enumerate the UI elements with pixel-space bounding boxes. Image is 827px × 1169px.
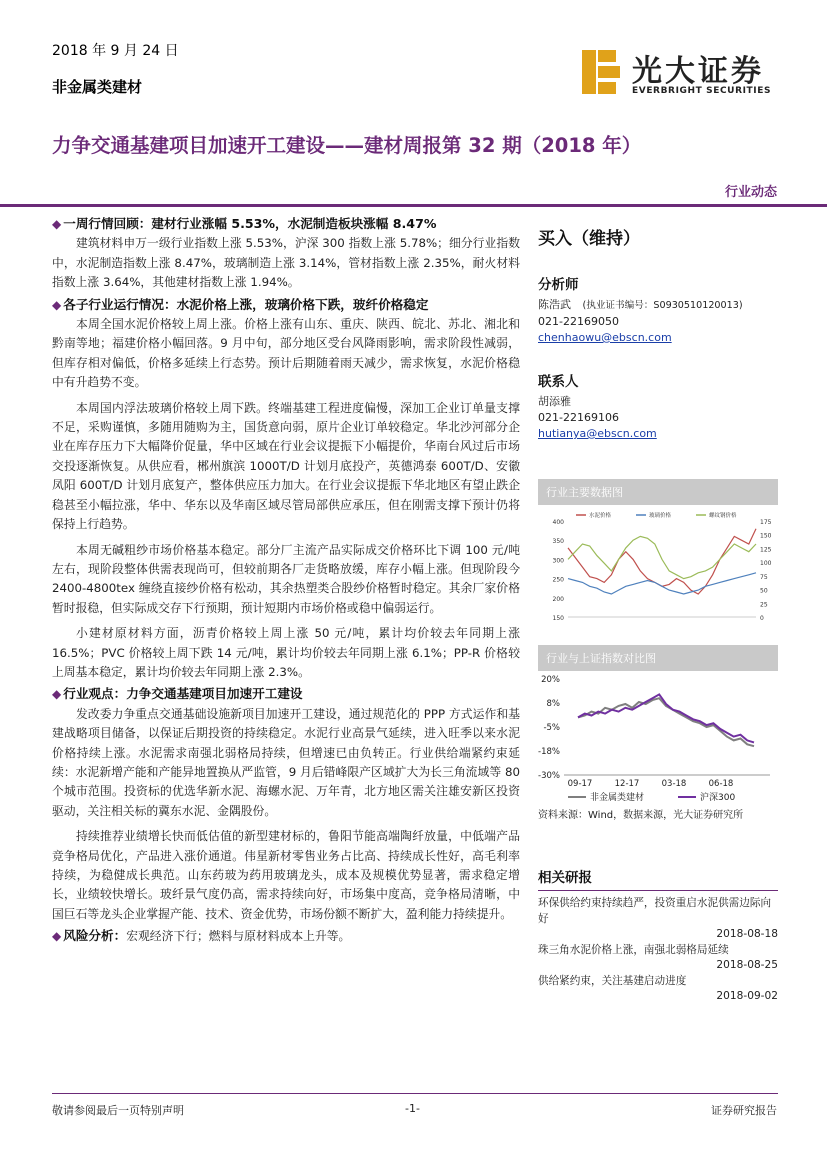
header-divider — [0, 204, 827, 207]
logo-mark-icon — [578, 48, 624, 96]
y-tick-label: 400 — [552, 519, 564, 526]
chart2-title: 行业与上证指数对比图 — [538, 645, 778, 671]
y2-tick-label: 0 — [760, 615, 764, 622]
section-heading-view: ◆ 行业观点：力争交通基建项目加速开工建设 — [52, 686, 303, 702]
sidebar — [538, 214, 778, 442]
y-tick-label: 300 — [552, 557, 564, 565]
analyst-name: 陈浩武 — [538, 298, 571, 311]
contact-name: 胡添雅 — [538, 395, 571, 408]
y-tick-label: -30% — [538, 771, 560, 781]
report-title: 力争交通基建项目加速开工建设——建材周报第 32 期（2018 年） — [52, 134, 642, 157]
y-tick-label: 350 — [552, 538, 564, 546]
chart-index-compare — [538, 645, 778, 823]
y-tick-label: -18% — [538, 747, 560, 757]
diamond-icon: ◆ — [52, 929, 62, 944]
sector-name: 非金属类建材 — [52, 78, 143, 96]
series-line — [568, 573, 756, 594]
x-tick-label: 06-18 — [708, 779, 734, 789]
y-tick-label: 150 — [552, 615, 564, 622]
y2-tick-label: 50 — [760, 587, 768, 595]
diamond-icon: ◆ — [52, 297, 62, 312]
diamond-icon: ◆ — [52, 217, 62, 231]
footer-disclaimer: 敬请参阅最后一页特别声明 — [52, 1104, 184, 1117]
paragraph: 持续推荐业绩增长快而低估值的新型建材标的，鲁阳节能高端陶纤放量，中低端产品竞争格局优化，产品进入涨价通道。伟星新材零售业务占比高、持续成长性好，高毛利率持续，为稳健成长典范。山东药玻为药用玻璃龙头，成本及规模优势显著，需求稳定增长，业绩较快增长。玻纤景气度仍高，需求持续向好，市场集中度高，竞争格局清晰，中国巨石等龙头企业掌握产能、技术、资金优势，市场份额不断扩大，盈利能力持续提升。 — [52, 829, 520, 921]
logo-text-en: EVERBRIGHT SECURITIES — [632, 86, 772, 96]
y2-tick-label: 150 — [760, 532, 772, 540]
related-item[interactable]: 珠三角水泥价格上涨，南强北弱格局延续 2018-08-25 — [538, 943, 778, 971]
y-tick-label: 250 — [552, 576, 564, 584]
paragraph: 小建材原材料方面，沥青价格较上周上涨 50 元/吨，累计均价较去年同期上涨 16.5%；PVC 价格较上周下跌 14 元/吨，累计均价较去年同期上涨 6.1%；PP-R 价格较上周基本稳定，累计均价较去年同期上涨 2.3%。 — [52, 626, 520, 679]
related-list — [538, 896, 778, 1005]
legend-label: 水泥价格 — [589, 513, 612, 519]
y2-tick-label: 100 — [760, 560, 772, 568]
paragraph: 发改委力争重点交通基础设施新项目加速开工建设，通过规范化的 PPP 方式运作和基建战略项目储备，以保证后期投资的持续稳定。水泥行业高景气延续，进入旺季以来水泥价格持续上涨。水泥需求南强北弱格局持续，但增速已由负转正。行业供给端紧约束延续：水泥新增产能和产能异地置换从严监管，9 月后错峰限产区域扩大为长三角流域等 80 个城市范围。投资标的优选华新水泥、海螺水泥、万年青，北方地区需关注雄安新区投资驱动，关注相关标的冀东水泥、金隅股份。 — [52, 706, 520, 818]
related-item[interactable]: 供给紧约束，关注基建启动进度 2018-09-02 — [538, 974, 778, 1002]
footer-divider — [52, 1093, 778, 1094]
y2-tick-label: 25 — [760, 601, 768, 609]
logo-text: 光大证券 — [632, 54, 764, 89]
section-heading-market: ◆ 一周行情回顾：建材行业涨幅 5.53%，水泥制造板块涨幅 8.47% — [52, 216, 437, 231]
paragraph: 本周国内浮法玻璃价格较上周下跌。终端基建工程进度偏慢，深加工企业订单量支撑不足，采购谨慎，多随用随购为主，国货意向弱，原片企业订单较稳定。华北沙河部分企业在库存压力下大幅降价促量，华中区域在行业会议提振下小幅提价，华南台风过后市场交投逐渐恢复。从供应看，郴州旗滨 1000T/D 计划月底投产，英德鸿泰 600T/D、安徽凤阳 600T/D 计划月底复产，整体供应压力加大。在行业会议提振下华北地区有望止跌企稳甚至小幅拉涨，华中、华东以及华南区域尽管局部供应承压，但在刚需支撑下预计仍将保持上行趋势。 — [52, 400, 520, 532]
chart2-svg — [538, 671, 778, 803]
contact-email-link[interactable]: hutianya@ebscn.com — [538, 427, 657, 440]
series-line — [568, 529, 756, 594]
analyst-email-link[interactable]: chenhaowu@ebscn.com — [538, 331, 672, 344]
y2-tick-label: 125 — [760, 546, 772, 554]
y-tick-label: 8% — [546, 699, 560, 709]
chart1-title: 行业主要数据图 — [538, 479, 778, 505]
page-number: -1- — [405, 1102, 420, 1115]
paragraph: 本周无碱粗纱市场价格基本稳定。部分厂主流产品实际成交价格环比下调 100 元/吨左右，现阶段整体供需表现尚可，但较前期各厂走货略放缓，库存小幅上涨。但现阶段今 2400-4800tex 缠绕直接纱价格有松动，其余热塑类合股纱价格暂时稳定。其余厂家价格暂时报稳，但实际成交存下行预期，预计短期内市场价格或稳中偏弱运行。 — [52, 542, 520, 615]
chart1-svg — [538, 505, 778, 625]
related-heading: 相关研报 — [538, 866, 778, 891]
main-content — [52, 214, 520, 947]
footer-report-label: 证券研究报告 — [711, 1104, 777, 1117]
analyst-phone: 021-22169050 — [538, 315, 619, 328]
y2-tick-label: 75 — [760, 573, 768, 581]
x-tick-label: 03-18 — [661, 779, 687, 789]
section-heading-subsectors: ◆ 各子行业运行情况：水泥价格上涨，玻璃价格下跌，玻纤价格稳定 — [52, 296, 429, 312]
contact-phone: 021-22169106 — [538, 411, 619, 424]
paragraph: 本周全国水泥价格较上周上涨。价格上涨有山东、重庆、陕西、皖北、苏北、湘北和黔南等地；福建价格小幅回落。9 月中旬，部分地区受台风降雨影响，需求阶段性减弱，但库存相对偏低，价格多延续上行态势。预计后期随着雨天减少，需求恢复，水泥价格稳中有升趋势不变。 — [52, 317, 520, 390]
legend-label: 螺纹钢价格 — [709, 513, 737, 519]
report-date: 2018 年 9 月 24 日 — [52, 43, 179, 59]
y-tick-label: 200 — [552, 595, 564, 603]
analyst-heading: 分析师 — [538, 277, 579, 293]
chart-industry-data — [538, 479, 778, 629]
chart-source: 资料来源：Wind，数据来源，光大证券研究所 — [538, 810, 744, 821]
contact-heading: 联系人 — [538, 374, 579, 390]
y-tick-label: 20% — [541, 675, 560, 685]
report-type: 行业动态 — [724, 185, 777, 200]
series-line — [578, 698, 754, 746]
legend-label: 非金属类建材 — [590, 793, 645, 803]
x-tick-label: 12-17 — [614, 779, 640, 789]
legend-label: 玻璃价格 — [649, 513, 672, 519]
risk-line: ◆ 风险分析：宏观经济下行；燃料与原材料成本上升等。 — [52, 928, 351, 944]
analyst-cert: (执业证书编号：S0930510120013) — [582, 300, 743, 311]
diamond-icon: ◆ — [52, 687, 62, 702]
paragraph: 建筑材料申万一级行业指数上涨 5.53%，沪深 300 指数上涨 5.78%；细分行业指数中，水泥制造指数上涨 8.47%，玻璃制造上涨 3.14%，管材指数上涨 2.35%，耐火材料指数上涨 3.64%，其他建材指数上涨 1.94%。 — [52, 236, 520, 290]
legend-label: 沪深300 — [700, 793, 736, 803]
related-item[interactable]: 环保供给约束持续趋严，投资重启水泥供需边际向好 2018-08-18 — [538, 897, 778, 940]
analyst-line — [538, 297, 778, 314]
y2-tick-label: 175 — [760, 519, 772, 526]
rating: 买入（维持） — [538, 229, 640, 249]
y-tick-label: -5% — [543, 723, 560, 733]
series-line — [578, 694, 754, 742]
series-line — [568, 536, 756, 578]
x-tick-label: 09-17 — [567, 779, 593, 789]
